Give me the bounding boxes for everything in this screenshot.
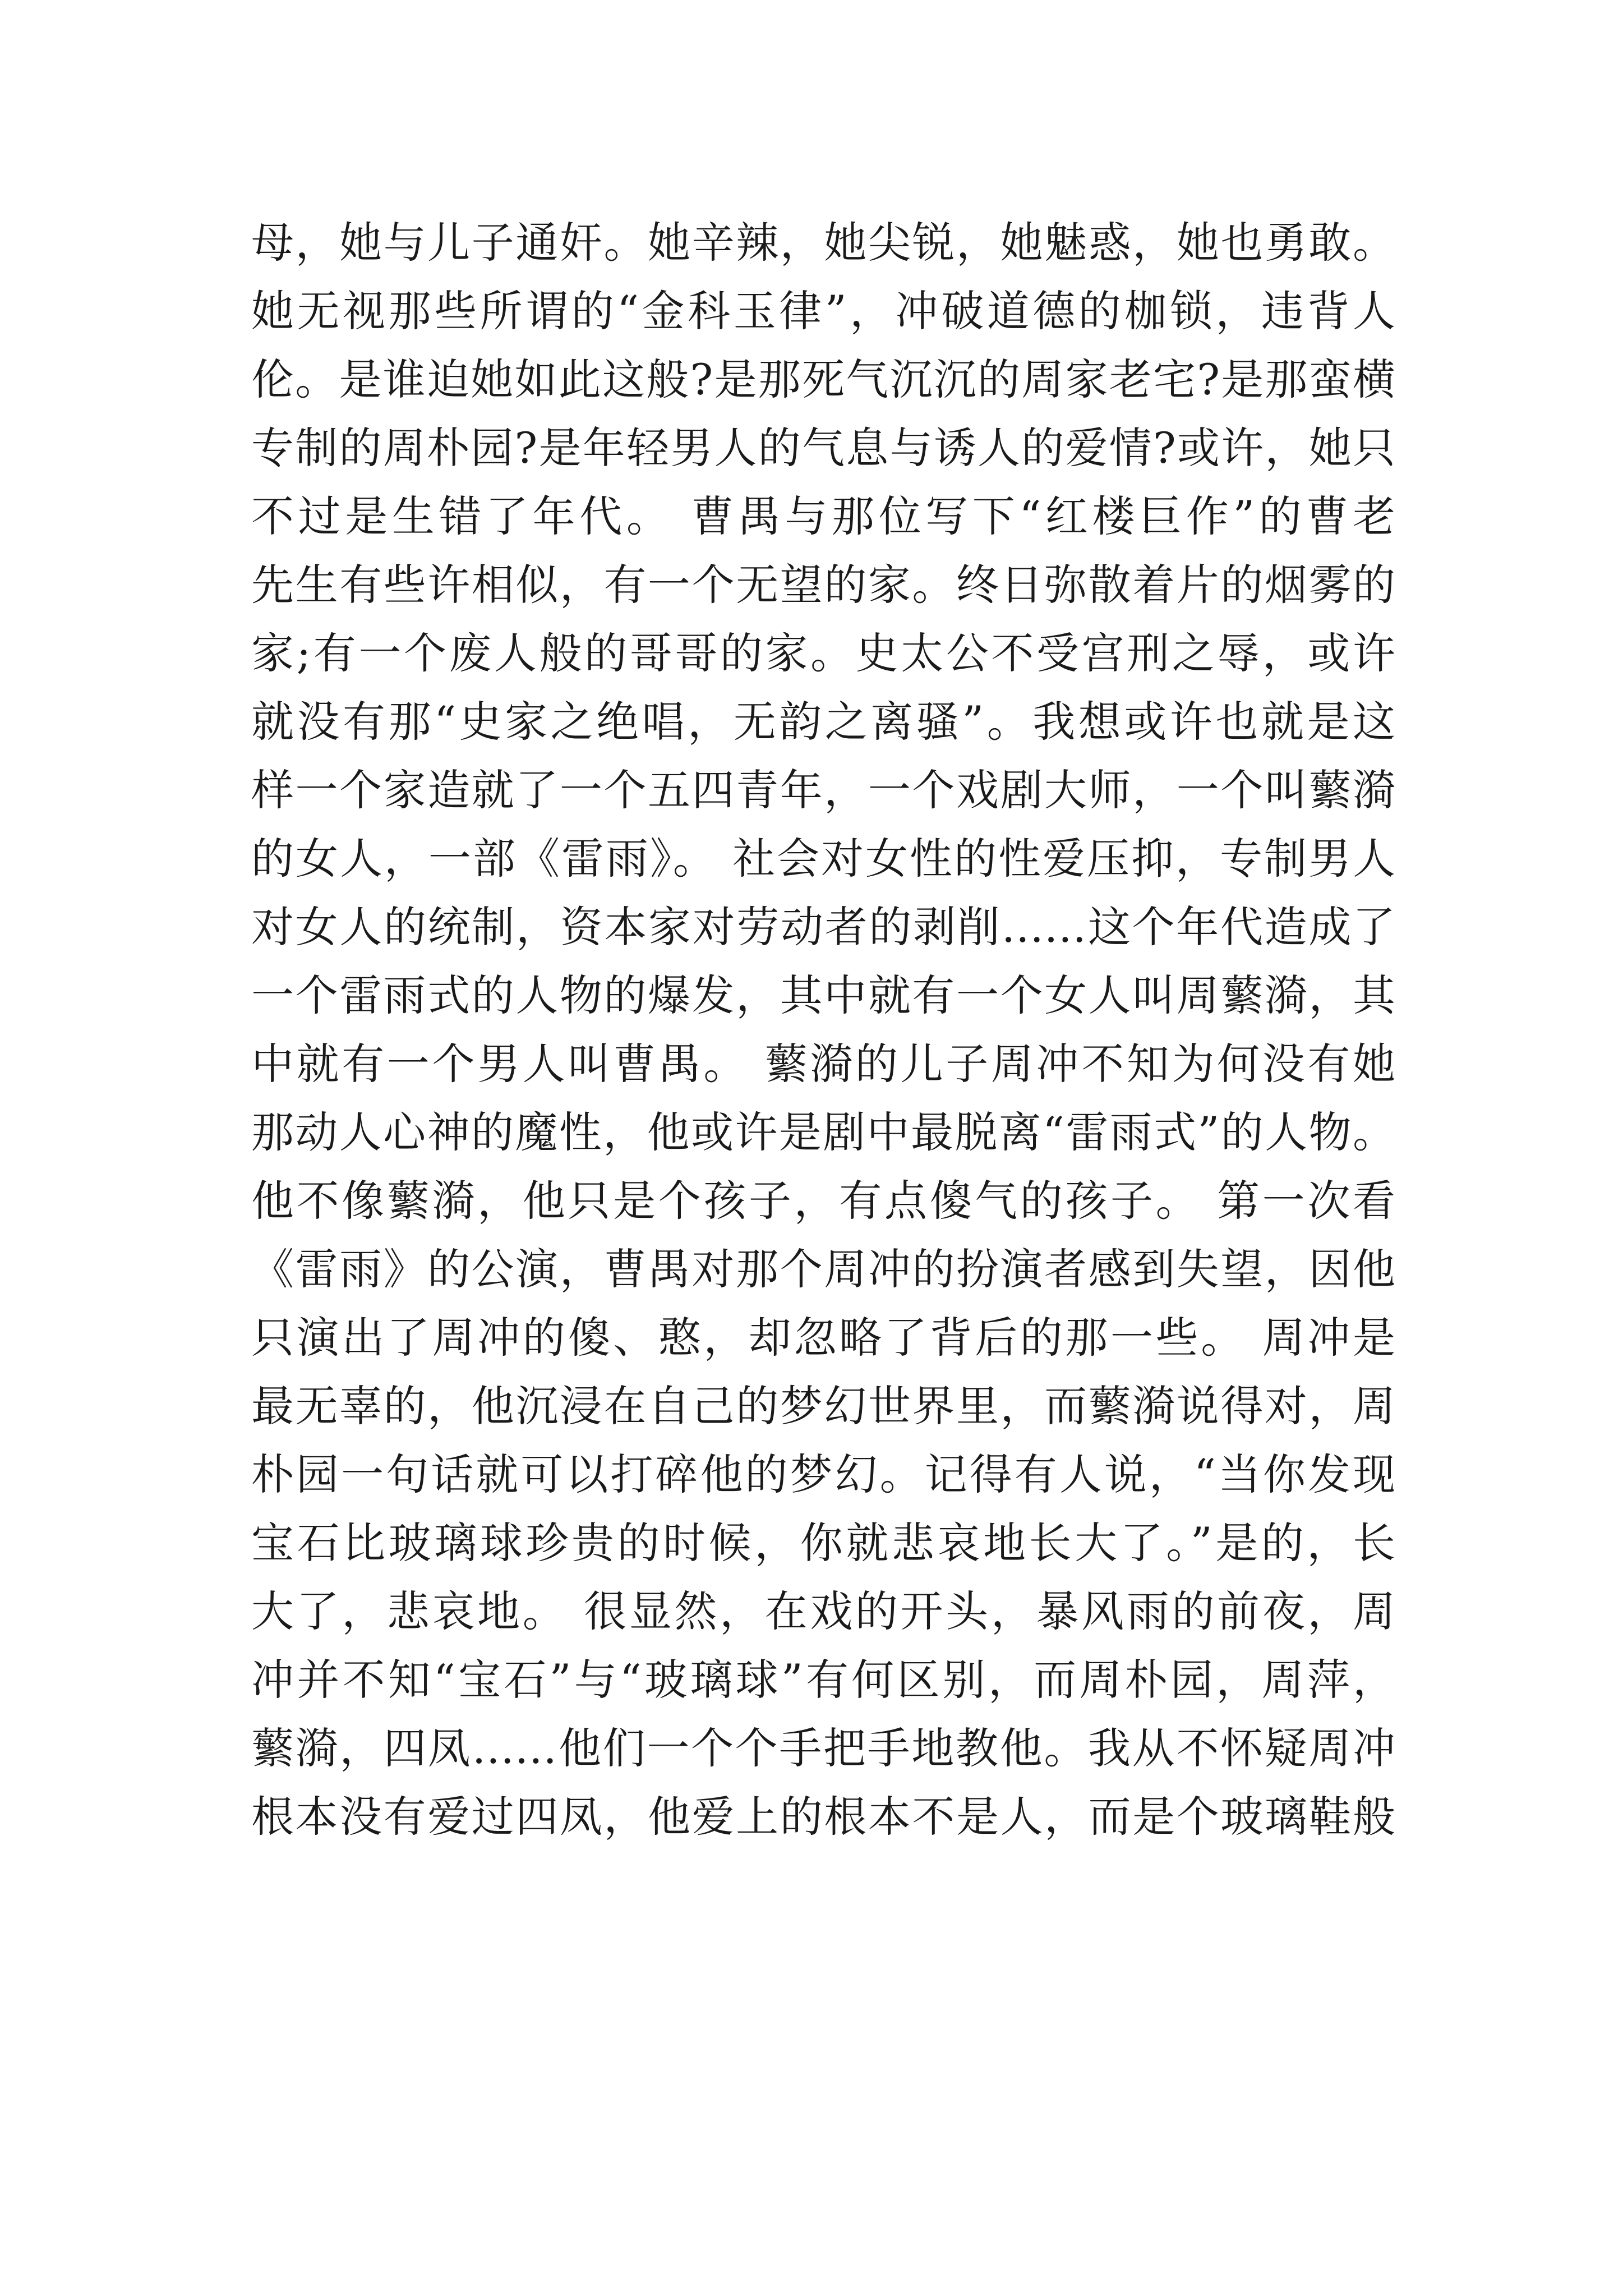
text-line: 先生有些许相似，有一个无望的家。终日弥散着片的烟雾的 bbox=[251, 560, 1395, 610]
text-line: 伦。是谁迫她如此这般?是那死气沉沉的周家老宅?是那蛮横 bbox=[251, 355, 1395, 404]
text-line: 大了，悲哀地。 很显然，在戏的开头，暴风雨的前夜，周 bbox=[251, 1586, 1395, 1636]
text-line: 就没有那“史家之绝唱，无韵之离骚”。我想或许也就是这 bbox=[251, 697, 1395, 747]
text-line: 冲并不知“宝石”与“玻璃球”有何区别，而周朴园，周萍， bbox=[251, 1655, 1395, 1705]
text-line: 的女人，一部《雷雨》。 社会对女性的性爱压抑，专制男人 bbox=[251, 834, 1395, 884]
text-line: 最无辜的，他沉浸在自己的梦幻世界里，而蘩漪说得对，周 bbox=[251, 1381, 1395, 1431]
text-line: 宝石比玻璃球珍贵的时候，你就悲哀地长大了。”是的，长 bbox=[251, 1518, 1395, 1568]
text-line: 根本没有爱过四凤，他爱上的根本不是人，而是个玻璃鞋般 bbox=[251, 1792, 1395, 1842]
text-line: 中就有一个男人叫曹禺。 蘩漪的儿子周冲不知为何没有她 bbox=[251, 1039, 1395, 1089]
text-line: 蘩漪，四凤……他们一个个手把手地教他。我从不怀疑周冲 bbox=[251, 1723, 1395, 1773]
text-line: 样一个家造就了一个五四青年，一个戏剧大师，一个叫蘩漪 bbox=[251, 765, 1395, 815]
text-line: 朴园一句话就可以打碎他的梦幻。记得有人说，“当你发现 bbox=[251, 1450, 1395, 1499]
text-line: 《雷雨》的公演，曹禺对那个周冲的扮演者感到失望，因他 bbox=[251, 1244, 1395, 1294]
text-line: 母，她与儿子通奸。她辛辣，她尖锐，她魅惑，她也勇敢。 bbox=[251, 218, 1395, 268]
text-line: 家;有一个废人般的哥哥的家。史太公不受宫刑之辱，或许 bbox=[251, 628, 1395, 678]
text-line: 不过是生错了年代。 曹禺与那位写下“红楼巨作”的曹老 bbox=[251, 491, 1395, 541]
text-line: 只演出了周冲的傻、憨，却忽略了背后的那一些。 周冲是 bbox=[251, 1313, 1395, 1363]
text-line: 专制的周朴园?是年轻男人的气息与诱人的爱情?或许，她只 bbox=[251, 423, 1395, 473]
text-line: 她无视那些所谓的“金科玉律”，冲破道德的枷锁，违背人 bbox=[251, 286, 1395, 336]
text-line: 一个雷雨式的人物的爆发，其中就有一个女人叫周蘩漪，其 bbox=[251, 970, 1395, 1020]
text-line: 对女人的统制，资本家对劳动者的剥削……这个年代造成了 bbox=[251, 902, 1395, 952]
text-line: 那动人心神的魔性，他或许是剧中最脱离“雷雨式”的人物。 bbox=[251, 1107, 1395, 1157]
text-line: 他不像蘩漪，他只是个孩子，有点傻气的孩子。 第一次看 bbox=[251, 1176, 1395, 1226]
body-text bbox=[251, 209, 1395, 1851]
